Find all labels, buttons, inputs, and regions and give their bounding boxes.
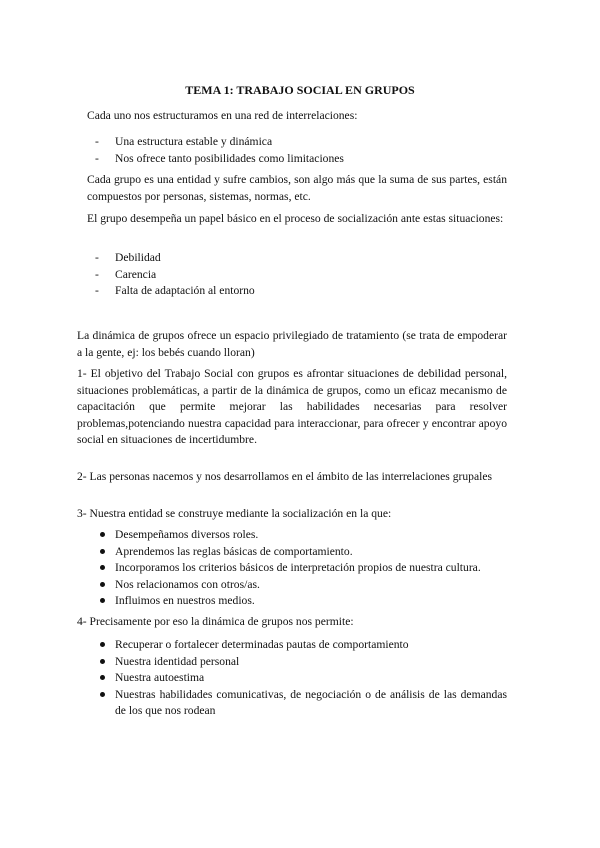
list-item: Incorporamos los criterios básicos de interpretación propios de nuestra cultura.: [100, 560, 510, 577]
intro-list: [95, 134, 495, 167]
list-item: Nuestra identidad personal: [100, 654, 510, 671]
list-item: - Una estructura estable y dinámica: [95, 134, 495, 151]
bullet-icon: [100, 675, 105, 680]
paragraph-dinamica: La dinámica de grupos ofrece un espacio privilegiado de tratamiento (se trata de empoderar a la gente, ej: los bebés cuando lloran): [77, 329, 507, 359]
dash-marker: -: [95, 251, 99, 264]
dash-marker: -: [95, 151, 99, 165]
paragraph-point-1: 1- El objetivo del Trabajo Social con grupos es afrontar situaciones de debilidad personal, situaciones problemáticas, a partir de la dinámica de grupos, como un eficaz mecanismo de capacitación que permite mejorar las habilidades necesarias para resolver problemas,potenciando nuestra capacidad para interaccionar, para ofrecer y encontrar apoyo social en situaciones de incertidumbre.: [77, 367, 507, 446]
paragraph-point-3: 3- Nuestra entidad se construye mediante la socialización en la que:: [77, 507, 392, 520]
list-item: Nos relacionamos con otros/as.: [100, 577, 510, 594]
point-4-list: [100, 637, 510, 720]
page-title: TEMA 1: TRABAJO SOCIAL EN GRUPOS: [185, 83, 415, 97]
dash-marker: -: [95, 284, 99, 297]
bullet-icon: [100, 692, 105, 697]
bullet-icon: [100, 532, 105, 537]
paragraph-point-4: 4- Precisamente por eso la dinámica de grupos nos permite:: [77, 615, 354, 628]
list-item: Aprendemos las reglas básicas de comportamiento.: [100, 544, 510, 561]
list-item: Recuperar o fortalecer determinadas pautas de comportamiento: [100, 637, 510, 654]
dash-marker: -: [95, 267, 99, 281]
bullet-icon: [100, 582, 105, 587]
bullet-icon: [100, 642, 105, 647]
point-3-list: [100, 527, 510, 610]
list-item: - Falta de adaptación al entorno: [95, 283, 495, 300]
list-item: Nuestras habilidades comunicativas, de negociación o de análisis de las demandas de los que nos rodean: [100, 687, 510, 720]
list-item: - Debilidad: [95, 250, 495, 267]
paragraph-grupo: Cada grupo es una entidad y sufre cambios, son algo más que la suma de sus partes, están compuestos por personas, sistemas, normas, etc.: [87, 173, 507, 203]
list-item: - Carencia: [95, 267, 495, 284]
list-item: Nuestra autoestima: [100, 670, 510, 687]
paragraph-point-2: 2- Las personas nacemos y nos desarrollamos en el ámbito de las interrelaciones grupales: [77, 470, 492, 483]
bullet-icon: [100, 598, 105, 603]
bullet-icon: [100, 565, 105, 570]
list-item: - Nos ofrece tanto posibilidades como limitaciones: [95, 151, 495, 168]
paragraph-socializacion: El grupo desempeña un papel básico en el proceso de socialización ante estas situaciones:: [87, 212, 504, 225]
bullet-icon: [100, 549, 105, 554]
bullet-icon: [100, 659, 105, 664]
intro-text: Cada uno nos estructuramos en una red de interrelaciones:: [87, 109, 358, 122]
list-item: Influimos en nuestros medios.: [100, 593, 510, 610]
dash-marker: -: [95, 135, 99, 148]
situaciones-list: [95, 250, 495, 300]
list-item: Desempeñamos diversos roles.: [100, 527, 510, 544]
